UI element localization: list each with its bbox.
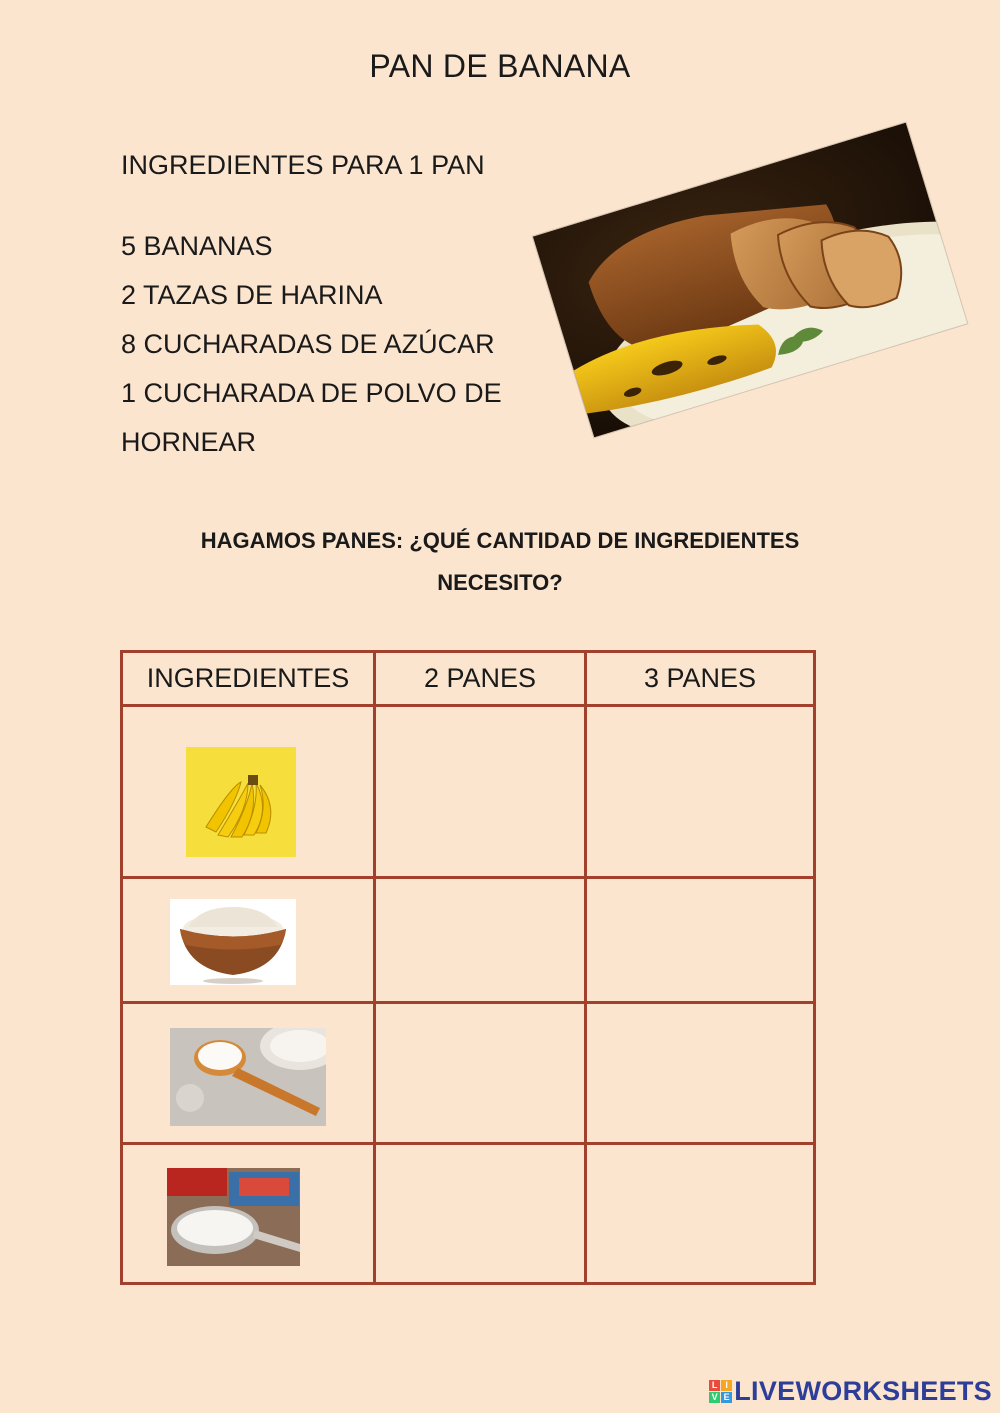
answer-cell-3-panes[interactable] <box>586 1144 815 1284</box>
ingredient-list <box>121 222 541 467</box>
ingredient-item: 2 TAZAS DE HARINA <box>121 280 383 310</box>
header-ingredientes: INGREDIENTES <box>122 652 375 706</box>
sugar-spoon-photo <box>170 1028 326 1126</box>
liveworksheets-logo[interactable] <box>709 1376 992 1407</box>
ingredient-item: 8 CUCHARADAS DE AZÚCAR <box>121 329 495 359</box>
answer-cell-3-panes[interactable] <box>586 1003 815 1144</box>
answer-cell-2-panes[interactable] <box>375 1003 586 1144</box>
liveworksheets-brand: LIVEWORKSHEETS <box>734 1376 992 1406</box>
ingredient-item: 1 CUCHARADA DE POLVO DE HORNEAR <box>121 378 502 457</box>
answer-cell-3-panes[interactable] <box>586 878 815 1003</box>
question-text <box>0 520 1000 604</box>
question-line-2: NECESITO? <box>437 570 563 595</box>
table-header-row <box>122 652 815 706</box>
bananas-photo <box>186 747 296 857</box>
baking-powder-spoon-photo <box>167 1168 300 1266</box>
header-3-panes: 3 PANES <box>586 652 815 706</box>
ingredient-image-cell <box>122 1144 375 1284</box>
page-title: PAN DE BANANA <box>369 48 631 84</box>
ingredient-image-cell <box>122 878 375 1003</box>
answer-cell-2-panes[interactable] <box>375 1144 586 1284</box>
answer-cell-2-panes[interactable] <box>375 878 586 1003</box>
ingredients-heading: INGREDIENTES PARA 1 PAN <box>121 150 485 180</box>
question-line-1: HAGAMOS PANES: ¿QUÉ CANTIDAD DE INGREDIENTES <box>200 528 800 553</box>
table-row <box>122 706 815 878</box>
liveworksheets-logo-icon: L I V E <box>709 1380 732 1403</box>
ingredient-item: 5 BANANAS <box>121 231 273 261</box>
flour-bowl-photo <box>170 899 296 985</box>
header-2-panes: 2 PANES <box>375 652 586 706</box>
answer-cell-2-panes[interactable] <box>375 706 586 878</box>
ingredient-image-cell <box>122 706 375 878</box>
table-row <box>122 878 815 1003</box>
banana-bread-photo <box>533 123 967 438</box>
answer-cell-3-panes[interactable] <box>586 706 815 878</box>
table-row <box>122 1144 815 1284</box>
ingredient-image-cell <box>122 1003 375 1144</box>
table-row <box>122 1003 815 1144</box>
quantities-table <box>120 650 816 1285</box>
